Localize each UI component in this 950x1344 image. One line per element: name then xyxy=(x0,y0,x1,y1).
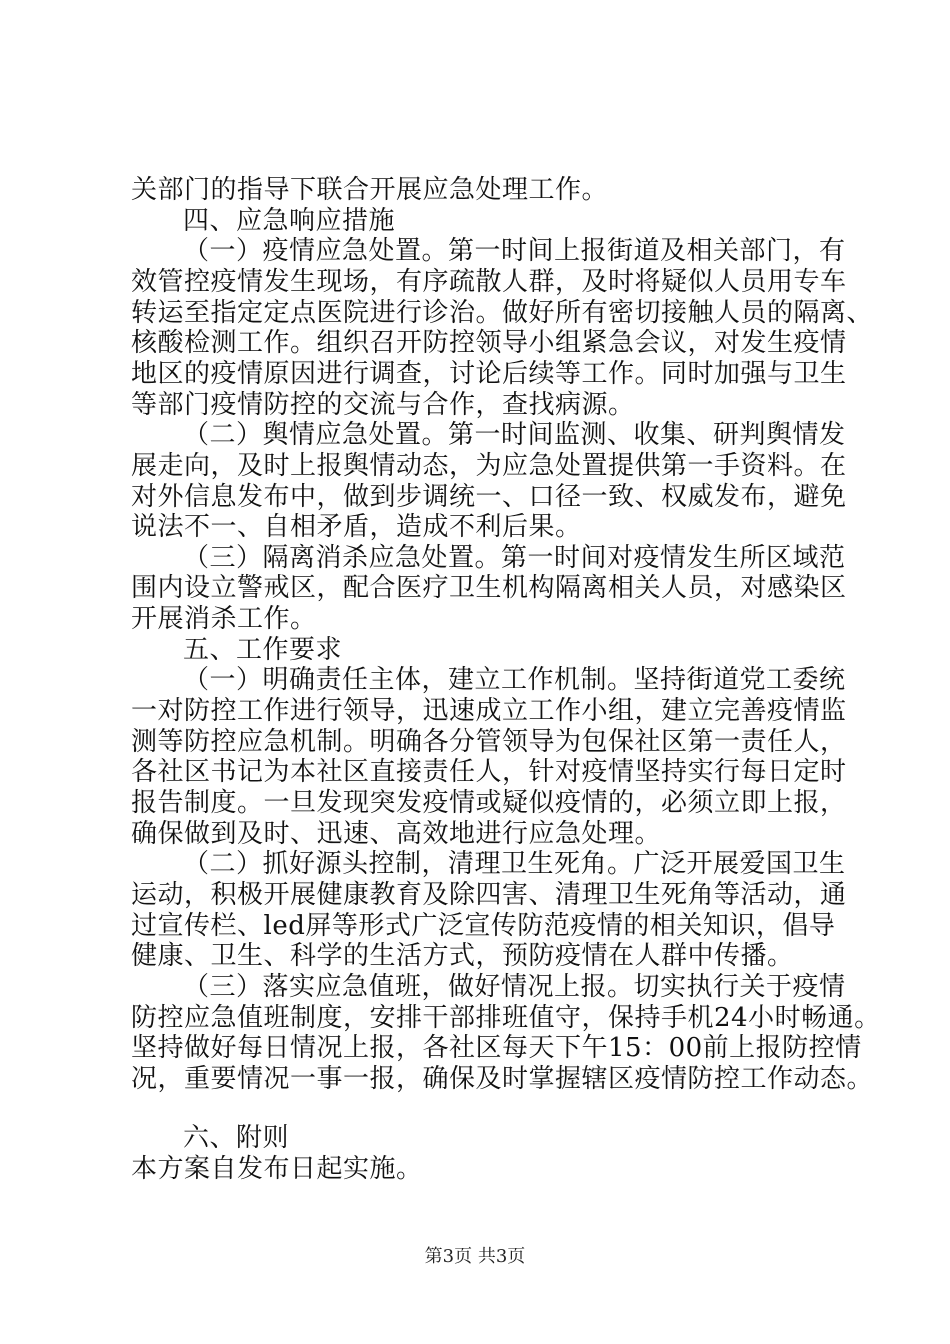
body-text-line: 坚持做好每日情况上报，各社区每天下午15：00前上报防控情 xyxy=(131,1033,862,1063)
body-text-line: 确保做到及时、迅速、高效地进行应急处理。 xyxy=(131,819,662,849)
body-text-line: （一）疫情应急处置。第一时间上报街道及相关部门，有 xyxy=(183,236,846,266)
body-text-line: 开展消杀工作。 xyxy=(131,604,317,634)
body-text-line: 对外信息发布中，做到步调统一、口径一致、权威发布，避免 xyxy=(131,482,847,512)
body-text-line: 地区的疫情原因进行调查，讨论后续等工作。同时加强与卫生 xyxy=(131,359,847,389)
body-text-line: 各社区书记为本社区直接责任人，针对疫情坚持实行每日定时 xyxy=(131,757,847,787)
body-text-line: 测等防控应急机制。明确各分管领导为包保社区第一责任人， xyxy=(131,727,847,757)
body-text-line: 一对防控工作进行领导，迅速成立工作小组，建立完善疫情监 xyxy=(131,696,847,726)
body-text-line: 展走向，及时上报舆情动态，为应急处置提供第一手资料。在 xyxy=(131,451,847,481)
body-text-line: 核酸检测工作。组织召开防控领导小组紧急会议，对发生疫情 xyxy=(131,328,847,358)
body-text-line: （三）落实应急值班，做好情况上报。切实执行关于疫情 xyxy=(183,972,846,1002)
body-text-line: 说法不一、自相矛盾，造成不利后果。 xyxy=(131,512,582,542)
body-text-line: 效管控疫情发生现场，有序疏散人群，及时将疑似人员用专车 xyxy=(131,267,847,297)
body-text-line: 本方案自发布日起实施。 xyxy=(131,1154,423,1184)
body-text-line: 报告制度。一旦发现突发疫情或疑似疫情的，必须立即上报， xyxy=(131,788,847,818)
body-text-line: （一）明确责任主体，建立工作机制。坚持街道党工委统 xyxy=(183,665,846,695)
section-heading: 四、应急响应措施 xyxy=(183,206,396,236)
body-text-line: 况，重要情况一事一报，确保及时掌握辖区疫情防控工作动态。 xyxy=(131,1064,874,1094)
body-text-line: 转运至指定定点医院进行诊治。做好所有密切接触人员的隔离、 xyxy=(131,298,874,328)
body-text-line: 健康、卫生、科学的生活方式，预防疫情在人群中传播。 xyxy=(131,941,794,971)
body-text-line: 关部门的指导下联合开展应急处理工作。 xyxy=(131,175,609,205)
body-text-line: （二）舆情应急处置。第一时间监测、收集、研判舆情发 xyxy=(183,420,846,450)
section-heading: 五、工作要求 xyxy=(183,635,343,665)
body-text-line: （二）抓好源头控制，清理卫生死角。广泛开展爱国卫生 xyxy=(183,849,846,879)
body-text-line: 运动，积极开展健康教育及除四害、清理卫生死角等活动，通 xyxy=(131,880,847,910)
page-footer: 第3页 共3页 xyxy=(424,1246,526,1267)
body-text-line: 防控应急值班制度，安排干部排班值守，保持手机24小时畅通。 xyxy=(131,1003,881,1033)
body-text-line: 围内设立警戒区，配合医疗卫生机构隔离相关人员，对感染区 xyxy=(131,573,847,603)
body-text-line: 过宣传栏、led屏等形式广泛宣传防范疫情的相关知识，倡导 xyxy=(131,911,836,941)
body-text-line: （三）隔离消杀应急处置。第一时间对疫情发生所区域范 xyxy=(183,543,846,573)
body-text-line: 等部门疫情防控的交流与合作，查找病源。 xyxy=(131,390,635,420)
section-heading: 六、附则 xyxy=(183,1123,290,1153)
